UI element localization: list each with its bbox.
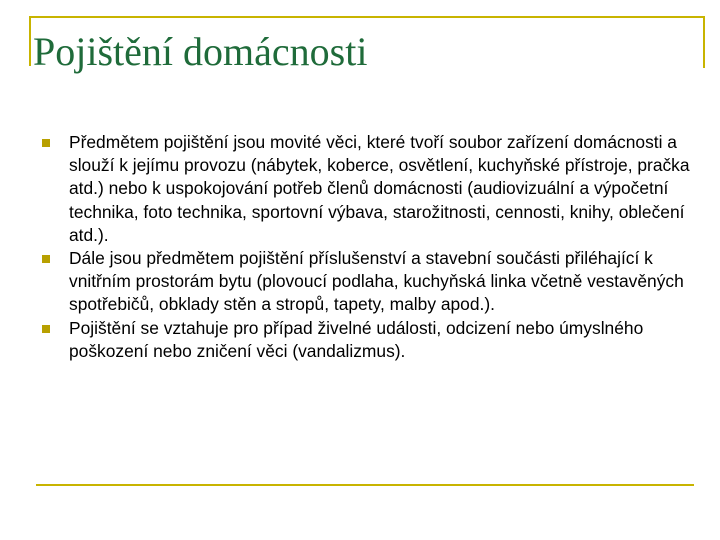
bullet-item xyxy=(40,317,690,363)
frame-left-line xyxy=(29,16,31,66)
frame-top-line xyxy=(29,16,705,18)
square-bullet-icon xyxy=(42,255,50,263)
bullet-text: Pojištění se vztahuje pro případ živelné události, odcizení nebo úmyslného poškození nebo zničení věci (vandalizmus). xyxy=(69,317,644,361)
bullet-item xyxy=(40,247,690,317)
bullet-item xyxy=(40,131,690,247)
frame-right-line xyxy=(703,16,705,68)
bullet-text: Předmětem pojištění jsou movité věci, které tvoří soubor zařízení domácnosti a slouží k jejímu provozu (nábytek, koberce, osvětlení, kuchyňské přístroje, pračka atd.) nebo k uspokojování potřeb členů domácnosti (audiovizuální a výpočetní technika, foto technika, sportovní výbava, starožitnosti, cennosti, knihy, oblečení atd.). xyxy=(69,132,690,245)
square-bullet-icon xyxy=(42,139,50,147)
square-bullet-icon xyxy=(42,325,50,333)
bullet-text: Dále jsou předmětem pojištění příslušenství a stavební součásti přiléhající k vnitřním prostorám bytu (plovoucí podlaha, kuchyňská linka včetně vestavěných spotřebičů, obklady stěn a stropů, tapety, malby apod.). xyxy=(69,248,684,315)
bullet-list xyxy=(40,131,690,363)
frame-bottom-line xyxy=(36,484,694,486)
slide-title: Pojištění domácnosti xyxy=(33,29,368,74)
